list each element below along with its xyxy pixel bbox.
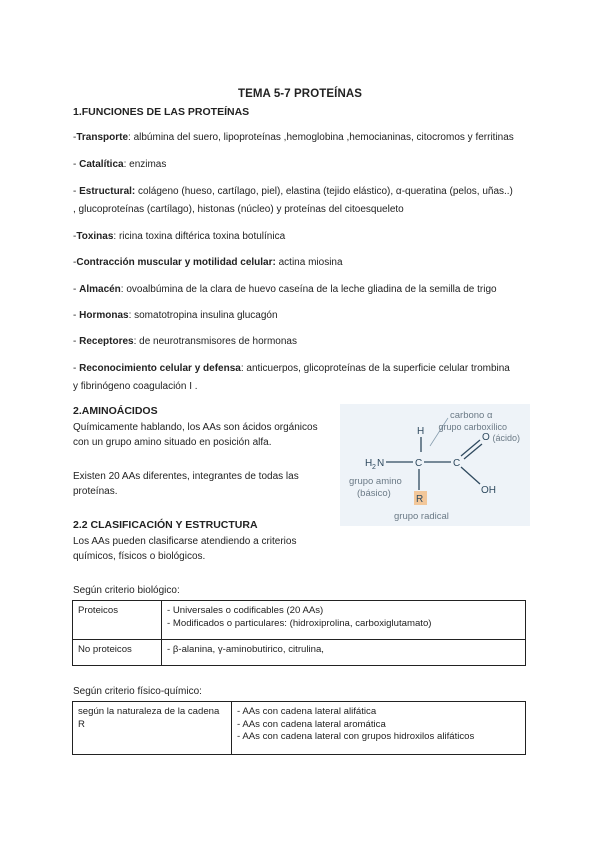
- paragraph-aminoacidos: Químicamente hablando, los AAs son ácidos orgánicos con un grupo amino situado en posición alfa.: [73, 422, 318, 448]
- label-acido: (ácido): [492, 433, 520, 443]
- table1-caption: Según criterio biológico:: [73, 585, 180, 596]
- table-cell-label: Proteicos: [73, 601, 162, 640]
- atom-o: O: [482, 432, 490, 443]
- table-row: [73, 702, 526, 755]
- list-item-hormonas: - Hormonas: somatotropina insulina glucagón: [73, 310, 278, 321]
- label-grupo-amino: grupo amino: [349, 476, 402, 487]
- table-cell-label: No proteicos: [73, 640, 162, 666]
- table-cell-content: - AAs con cadena lateral alifática - AAs con cadena lateral aromática - AAs con cadena lateral con grupos hidroxilos alifáticos: [232, 702, 526, 755]
- label-basico: (básico): [357, 488, 391, 499]
- subscript-2: 2: [372, 464, 376, 471]
- section-heading-funciones: 1.FUNCIONES DE LAS PROTEÍNAS: [73, 106, 250, 118]
- table-cell-content: - Universales o codificables (20 AAs) - Modificados o particulares: (hidroxiprolina, carboxiglutamato): [162, 601, 526, 640]
- list-item-reconocimiento-cont: y fibrinógeno coagulación I .: [73, 381, 198, 392]
- list-item-contraccion: -Contracción muscular y motilidad celular: actina miosina: [73, 257, 343, 268]
- paragraph-20-aas: Existen 20 AAs diferentes, integrantes de todas las proteínas.: [73, 471, 299, 497]
- table-cell-label: según la naturaleza de la cadena R: [73, 702, 232, 755]
- table-row: [73, 601, 526, 640]
- atom-r: R: [416, 494, 424, 505]
- atom-oh: OH: [481, 485, 496, 496]
- section-heading-clasificacion: 2.2 CLASIFICACIÓN Y ESTRUCTURA: [73, 519, 258, 531]
- list-item-transporte: -Transporte: albúmina del suero, lipoproteínas ,hemoglobina ,hemocianinas, citocromos y ferritinas: [73, 132, 514, 143]
- atom-h2: H: [365, 458, 373, 469]
- table2-caption: Según criterio físico-químico:: [73, 686, 202, 697]
- atom-h-top: H: [417, 426, 425, 437]
- page-title: TEMA 5-7 PROTEÍNAS: [237, 88, 363, 100]
- list-item-estructural: - Estructural: colágeno (hueso, cartílago, piel), elastina (tejido elástico), α-queratina (pelos, uñas..): [73, 186, 513, 197]
- label-grupo-radical: grupo radical: [394, 511, 449, 522]
- atom-c-alpha: C: [415, 458, 423, 469]
- amino-acid-structure-diagram: [340, 404, 530, 526]
- list-item-catalitica: - Catalítica: enzimas: [73, 159, 167, 170]
- list-item-almacen: - Almacén: ovoalbúmina de la clara de huevo caseína de la leche gliadina de la semilla de trigo: [73, 284, 497, 295]
- bond-c-oh: [461, 467, 480, 484]
- label-carbono-alfa: carbono α: [450, 410, 493, 421]
- paragraph-clasificacion: Los AAs pueden clasificarse atendiendo a criterios químicos, físicos o biológicos.: [73, 536, 297, 562]
- table-cell-content: - β-alanina, γ-aminobutirico, citrulina,: [162, 640, 526, 666]
- table-row: [73, 640, 526, 666]
- list-item-receptores: - Receptores: de neurotransmisores de hormonas: [73, 336, 297, 347]
- list-item-toxinas: -Toxinas: ricina toxina diftérica toxina botulínica: [73, 231, 286, 242]
- section-heading-aminoacidos: 2.AMINOÁCIDOS: [73, 405, 158, 417]
- atom-c-carboxyl: C: [453, 458, 461, 469]
- label-grupo-carboxilico: grupo carboxílico: [438, 422, 507, 432]
- atom-n: N: [377, 458, 385, 469]
- table-criterio-biologico: [72, 600, 526, 666]
- table-criterio-fisico-quimico: [72, 701, 526, 755]
- list-item-estructural-cont: , glucoproteínas (cartílago), histonas (núcleo) y proteínas del citoesqueleto: [73, 204, 404, 215]
- list-item-reconocimiento: - Reconocimiento celular y defensa: anticuerpos, glicoproteínas de la superficie celular trombina: [73, 363, 510, 374]
